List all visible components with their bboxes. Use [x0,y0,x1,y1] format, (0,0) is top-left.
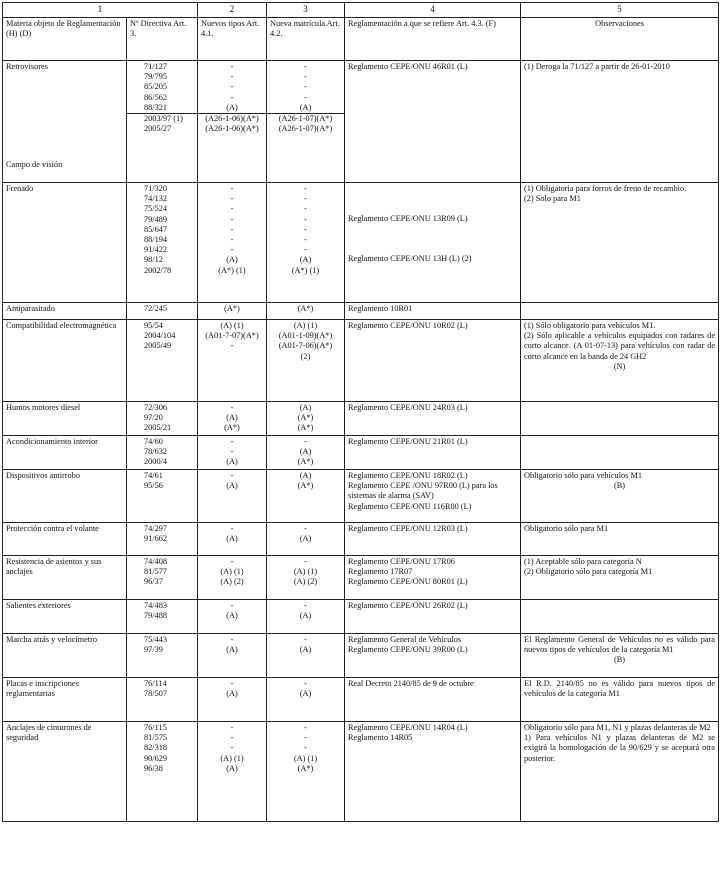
column-number-row [3,3,719,18]
table-row [3,320,719,402]
nuevos-value: - [230,635,234,644]
nuevos-tipos-cell [198,183,267,303]
observaciones-cell [521,402,719,436]
matricula-value: (A26-1-07)(A*) [278,113,333,123]
observaciones-cell [521,61,719,183]
reglamentacion-cell [345,402,521,436]
reglamentacion-value: Reglamento CEPE/ONU 18R02 (L) [348,471,468,480]
reglamentacion-value: Reglamento CEPE /ONU 97R00 (L) para los sistemas de alarma (SAV) [348,481,498,501]
materia-cell [3,183,127,303]
reglamentacion-cell [345,436,521,470]
nuevos-value: (A) (2) [220,577,244,587]
nuevos-value: - [230,92,234,102]
nuevos-value: - [230,224,234,234]
nuevos-tipos-cell [198,556,267,600]
observaciones-cell [521,678,719,722]
header-nuevos-tipos: Nuevos tipos Art. 4.1. [198,18,267,61]
directiva-value: 2005/49 [144,341,172,351]
header-materia: Materia objeto de Reglamentación (H) (D) [3,18,127,61]
nuevos-value: (A) [226,413,238,423]
nuevos-tipos-cell [198,61,267,183]
table-row [3,61,719,183]
reglamentacion-cell [345,600,521,634]
reglamentacion-value: Reglamento General de Vehículos [348,635,461,644]
directiva-value: 74/132 [144,194,168,204]
column-number-3: 3 [267,3,345,18]
materia-label: Retrovisores [6,62,48,71]
nuevos-value: (A) (1) [220,567,244,577]
nuevos-tipos-cell [198,402,267,436]
materia-label: Frenado [6,184,34,193]
matricula-value: (A*) [297,423,314,433]
nuevos-value: - [230,679,234,688]
nueva-matricula-cell [267,320,345,402]
table-row [3,556,719,600]
nuevos-value: - [230,524,234,533]
nuevos-tipos-cell [198,320,267,402]
matricula-value: (A) [299,447,312,457]
nueva-matricula-cell [267,523,345,556]
nuevos-value: (A) [226,645,238,655]
nuevos-value: (A) [226,534,238,544]
column-number-4: 4 [345,3,521,18]
column-number-1: 1 [3,3,198,18]
table-row [3,436,719,470]
nueva-matricula-cell [267,436,345,470]
matricula-value: - [304,679,307,688]
nuevos-value: (A01-7-07)(A*) [205,331,259,341]
nuevos-value: (A) [226,481,238,491]
reglamentacion-cell [345,303,521,320]
directiva-value: 76/114 [144,679,167,688]
materia-cell [3,600,127,634]
matricula-value: - [304,214,307,224]
matricula-value: (A01-7-06)(A*) [278,341,333,351]
materia-cell [3,320,127,402]
matricula-value: (A) [299,645,312,655]
materia-label: Placas e inscripciones reglamentarias [6,679,79,699]
reglamentacion-cell [345,61,521,183]
directiva-value: 2003/97 (1) [144,113,183,123]
matricula-value: - [304,635,307,644]
matricula-value: (A) [299,255,312,265]
matricula-value: (A) [299,471,312,480]
directiva-cell [127,634,198,678]
header-nueva-matricula: Nueva matrícula Art. 4.2. [267,18,345,61]
nueva-matricula-cell [267,556,345,600]
nuevos-value: - [230,733,234,743]
materia-cell [3,61,127,183]
materia-cell [3,523,127,556]
directiva-value: 81/575 [144,733,168,743]
matricula-value: (A*) [297,304,314,313]
directiva-value: 81/577 [144,567,168,577]
matricula-value: (A) (1) [293,753,318,763]
nueva-matricula-cell [267,470,345,523]
nuevos-value: (A26-1-06)(A*) [205,113,259,123]
nuevos-tipos-cell [198,436,267,470]
matricula-value: (A) [299,102,312,112]
matricula-value: - [304,723,307,732]
materia-cell [3,470,127,523]
observaciones-value: 1) Para vehículos N1 y plazas delanteras de M2 se exigirá la homologación de la 90/629 y se aceptará otra posterior. [524,733,715,763]
reglamentacion-value: Reglamento 14R05 [348,733,413,743]
nueva-matricula-cell [267,183,345,303]
directiva-cell [127,556,198,600]
directiva-value: 95/54 [144,321,163,330]
directiva-value: 79/489 [144,214,168,224]
observaciones-value: Obligatorio sólo para M1, N1 y plazas delanteras de M2 [524,723,711,732]
materia-cell [3,402,127,436]
column-number-5: 5 [521,3,719,18]
nuevos-tipos-cell [198,722,267,822]
matricula-value: (A) [299,611,312,621]
nueva-matricula-cell [267,303,345,320]
directiva-value: 82/318 [144,743,168,753]
matricula-value: (A26-1-07)(A*) [278,124,333,134]
nuevos-tipos-cell [198,470,267,523]
observaciones-value: (1) Sólo obligatorio para vehículos M1. [524,321,656,330]
table-row [3,183,719,303]
matricula-value: (A*) [297,763,314,773]
materia-cell [3,303,127,320]
nuevos-value: - [230,341,234,351]
directiva-value: 85/647 [144,224,168,234]
matricula-value: (A01-1-09)(A*) [278,331,333,341]
reglamentacion-value: Reglamento CEPE/ONU 13H (L) (2) [348,254,472,264]
materia-label: Antiparasitado [6,304,55,313]
matricula-value: - [304,601,307,610]
materia-label: Salientes exteriores [6,601,71,610]
nuevos-tipos-cell [198,678,267,722]
directiva-value: 75/524 [144,204,168,214]
matricula-value: - [304,82,307,92]
observaciones-value: Obligatorio sólo para M1 [524,524,609,533]
nuevos-value: - [230,72,234,82]
directiva-value: 79/488 [144,611,168,621]
matricula-value: (A*) [297,413,314,423]
directiva-cell [127,402,198,436]
reglamentacion-value: Reglamento CEPE/ONU 116R00 (L) [348,501,472,511]
reglamentacion-cell [345,523,521,556]
observaciones-value: El Reglamento General de Vehículos no es válido para nuevos tipos de vehículos de la categoría M1 [524,635,715,655]
nuevos-tipos-cell [198,303,267,320]
nuevos-value: - [230,743,234,753]
reglamentacion-cell [345,722,521,822]
directiva-value: 2002/78 [144,265,172,275]
directiva-value: 2004/104 [144,331,176,341]
header-reglamentacion: Reglamentación a que se refiere Art. 4.3. (F) [345,18,521,61]
directiva-value: 74/483 [144,601,168,610]
observaciones-value: (1) Obligatoria para forros de freno de recambio. [524,184,687,193]
nuevos-value: - [230,601,234,610]
nuevos-value: (A) [226,611,238,621]
matricula-value: - [304,184,307,193]
directiva-value: 74/61 [144,471,163,480]
table-row [3,600,719,634]
nuevos-value: - [230,184,234,193]
directiva-value: 75/443 [144,635,168,644]
observaciones-cell [521,634,719,678]
directiva-cell [127,722,198,822]
directiva-value: 88/321 [144,102,168,112]
observaciones-value: El R.D. 2140/85 no es válido para nuevos tipos de vehículos de la categoría M1 [524,679,715,699]
directiva-cell [127,303,198,320]
directiva-value: 74/297 [144,524,168,533]
observaciones-cell [521,436,719,470]
matricula-value: (A) [299,403,312,412]
nuevos-tipos-cell [198,600,267,634]
nuevos-value: - [230,447,234,457]
observaciones-value: (2) Solo para M1 [524,194,581,204]
reglamentacion-value: Reglamento 17R07 [348,567,413,577]
table-row [3,678,719,722]
observaciones-cell [521,303,719,320]
nueva-matricula-cell [267,402,345,436]
observaciones-value: (B) [613,655,626,665]
nueva-matricula-cell [267,678,345,722]
reglamentacion-value: Reglamento CEPE/ONU 17R06 [348,557,455,566]
directiva-value: 71/320 [144,184,168,193]
directiva-value: 91/662 [144,534,168,544]
directiva-value: 2005/21 [144,423,172,433]
directiva-value: 96/38 [144,763,163,773]
nueva-matricula-cell [267,61,345,183]
nuevos-value: (A*) (1) [218,265,246,275]
directiva-value: 78/507 [144,689,168,699]
matricula-value: (A) (2) [293,577,318,587]
matricula-value: (A) (1) [293,567,318,577]
matricula-value: (A) (1) [293,321,318,330]
regulation-table-page [2,2,718,822]
matricula-value: (A) [299,689,312,699]
directiva-value: 78/632 [144,447,168,457]
reglamentacion-cell [345,678,521,722]
directiva-value: 2000/4 [144,457,168,467]
observaciones-value: (1) Deroga la 71/127 a partir de 26-01-2010 [524,62,670,71]
nuevos-value: (A) (1) [220,321,244,330]
reglamentacion-cell [345,320,521,402]
nueva-matricula-cell [267,600,345,634]
matricula-value: (2) [300,351,311,361]
materia-cell [3,556,127,600]
nueva-matricula-cell [267,634,345,678]
observaciones-value: (N) [613,361,626,371]
observaciones-cell [521,600,719,634]
directiva-value: 90/629 [144,753,168,763]
directiva-value: 86/562 [144,92,168,102]
directiva-cell [127,183,198,303]
regulation-table [2,2,719,822]
observaciones-cell [521,523,719,556]
nuevos-value: - [230,82,234,92]
reglamentacion-cell [345,634,521,678]
matricula-value: - [304,62,307,71]
matricula-value: - [304,524,307,533]
table-row [3,303,719,320]
directiva-value: 74/408 [144,557,168,566]
reglamentacion-value: Reglamento CEPE/ONU 46R01 (L) [348,62,468,71]
reglamentacion-value: Real Decreto 2140/85 de 9 de octubre [348,679,474,688]
nuevos-value: (A) [226,102,238,112]
nuevos-value: - [230,214,234,224]
materia-label: Protección contra el volante [6,524,99,533]
nuevos-value: - [230,557,234,566]
directiva-cell [127,470,198,523]
nuevos-tipos-cell [198,634,267,678]
reglamentacion-value: Reglamento CEPE/ONU 13R09 (L) [348,214,468,223]
reglamentacion-value: Reglamento 10R01 [348,304,413,313]
table-row [3,402,719,436]
directiva-cell [127,320,198,402]
directiva-value: 97/39 [144,645,163,655]
nuevos-tipos-cell [198,523,267,556]
directiva-value: 88/194 [144,234,168,244]
table-body [3,61,719,822]
observaciones-cell [521,556,719,600]
directiva-value: 97/20 [144,413,163,423]
observaciones-value: Obligatorio sólo para vehículos M1 [524,471,642,480]
nuevos-value: - [230,471,234,480]
observaciones-value: (2) Sólo aplicable a vehículos equipados con radares de corto alcance. (A 01-07-13) para vehículos con radar de corto alcance en la banda de 24 GH2 [524,331,715,361]
materia-cell [3,634,127,678]
nuevos-value: - [230,245,234,255]
materia-label: Acondicionamiento interior [6,437,98,446]
nuevos-value: (A*) [224,304,240,313]
reglamentacion-value: Reglamento CEPE/ONU 26R02 (L) [348,601,468,610]
matricula-value: - [304,194,307,204]
nuevos-value: - [230,403,234,412]
nuevos-value: (A) [226,457,238,467]
nuevos-value: (A*) [224,423,240,433]
nuevos-value: - [230,437,234,446]
directiva-value: 79/795 [144,72,168,82]
directiva-value: 91/422 [144,245,168,255]
materia-label: Anclajes de cinturones de seguridad [6,723,92,743]
nuevos-value: - [230,204,234,214]
observaciones-cell [521,320,719,402]
nuevos-value: (A) [226,255,238,265]
directiva-value: 95/56 [144,481,163,491]
materia-sub-label: Campo de visión [6,160,63,170]
reglamentacion-cell [345,470,521,523]
table-row [3,470,719,523]
matricula-value: - [304,437,307,446]
observaciones-cell [521,722,719,822]
reglamentacion-value: Reglamento CEPE/ONU 80R01 (L) [348,577,468,587]
observaciones-value: (B) [613,481,626,491]
nuevos-value: (A26-1-06)(A*) [205,124,259,134]
matricula-value: (A) [299,534,312,544]
directiva-cell [127,600,198,634]
reglamentacion-value: Reglamento CEPE/ONU 39R00 (L) [348,645,468,655]
observaciones-cell [521,183,719,303]
directiva-value: 72/245 [144,304,168,313]
matricula-value: - [304,234,307,244]
directiva-value: 85/205 [144,82,168,92]
materia-label: Humos motores diesel [6,403,81,412]
directiva-value: 98/12 [144,255,163,265]
directiva-cell [127,61,198,183]
directiva-value: 71/127 [144,62,168,71]
matricula-value: (A*) [297,457,314,467]
nueva-matricula-cell [267,722,345,822]
materia-label: Marcha atrás y velocímetro [6,635,97,644]
directiva-value: 76/115 [144,723,167,732]
materia-label: Compatibilidad electromagnética [6,321,117,330]
materia-label: Dispositivos antirrobo [6,471,80,480]
nuevos-value: - [230,62,234,71]
reglamentacion-value: Reglamento CEPE/ONU 24R03 (L) [348,403,468,412]
observaciones-value: (1) Aceptable sólo para categoría N [524,557,642,566]
matricula-value: - [304,204,307,214]
matricula-value: - [304,245,307,255]
matricula-value: - [304,733,307,743]
directiva-value: 74/60 [144,437,163,446]
directiva-cell [127,436,198,470]
matricula-value: - [304,92,307,102]
nuevos-value: (A) [226,763,238,773]
nuevos-value: - [230,723,234,732]
directiva-cell [127,678,198,722]
directiva-value: 96/37 [144,577,163,587]
nuevos-value: - [230,194,234,204]
nuevos-value: (A) (1) [220,753,244,763]
header-row [3,18,719,61]
matricula-value: (A*) [297,481,314,491]
directiva-value: 72/306 [144,403,168,412]
reglamentacion-value: Reglamento CEPE/ONU 10R02 (L) [348,321,468,330]
nuevos-value: (A) [226,689,238,699]
matricula-value: (A*) (1) [291,265,320,275]
table-row [3,634,719,678]
reglamentacion-value: Reglamento CEPE/ONU 21R01 (L) [348,437,468,446]
reglamentacion-value: Reglamento CEPE/ONU 14R04 (L) [348,723,468,732]
matricula-value: - [304,224,307,234]
materia-label: Resistencia de asientos y sus anclajes [6,557,102,577]
directiva-value: 2005/27 [144,124,172,134]
materia-cell [3,436,127,470]
table-row [3,523,719,556]
reglamentacion-cell [345,556,521,600]
header-directiva: Nº Directiva Art. 3. [127,18,198,61]
materia-cell [3,722,127,822]
reglamentacion-cell [345,183,521,303]
materia-cell [3,678,127,722]
matricula-value: - [304,72,307,82]
nuevos-value: - [230,234,234,244]
header-observaciones: Observaciones [521,18,719,61]
directiva-cell [127,523,198,556]
matricula-value: - [304,743,307,753]
table-row [3,722,719,822]
matricula-value: - [304,557,307,566]
column-number-2: 2 [198,3,267,18]
reglamentacion-value: Reglamento CEPE/ONU 12R03 (L) [348,524,468,533]
observaciones-cell [521,470,719,523]
observaciones-value: (2) Obligatorio sólo para categoría M1 [524,567,653,577]
